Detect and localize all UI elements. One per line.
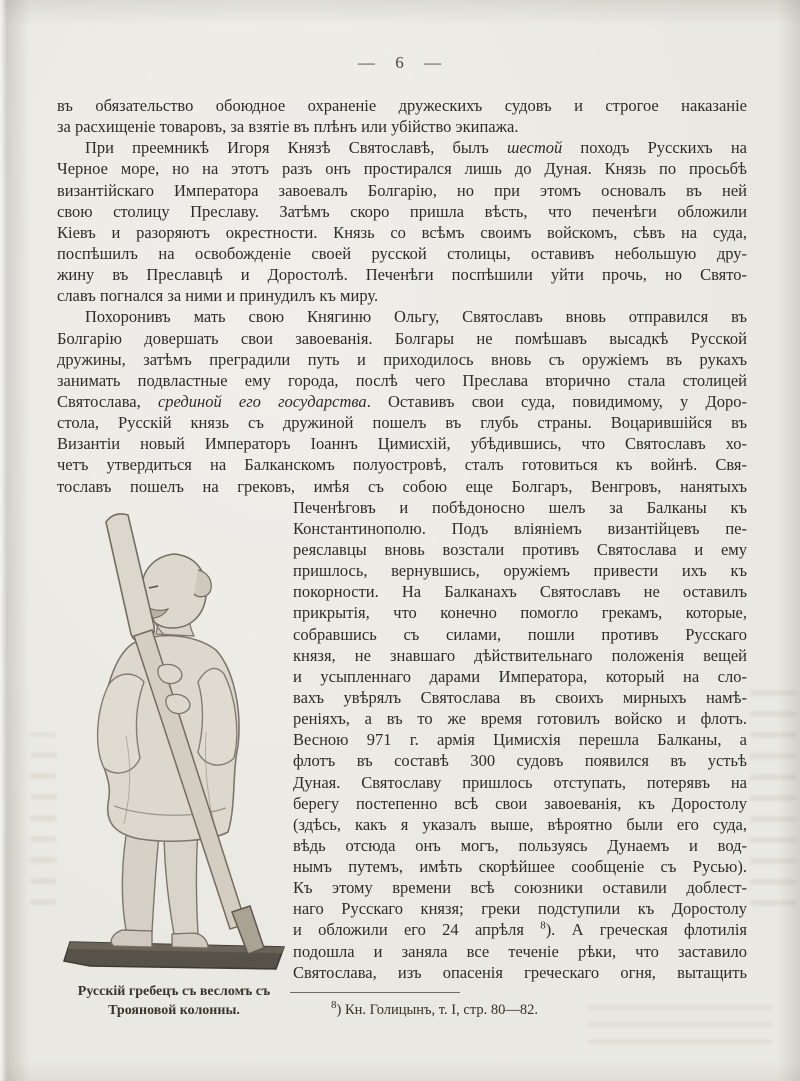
text-line: Похоронивъ мать свою Княгиню Ольгу, Святославъ вновь отправился въ <box>85 307 747 327</box>
footnote <box>293 1000 747 1020</box>
text-line: и обложили его 24 апрѣля $^8$). А греческая флотилія <box>293 919 747 940</box>
text-line: реяславцы вновь возстали противъ Святослава и ему <box>293 539 747 559</box>
text-line: поспѣшилъ на освобожденіе своей русской столицы, оставивъ небольшую дру- <box>57 243 747 263</box>
text-line: славъ погнался за ними и принудилъ къ миру. <box>57 286 379 306</box>
ink-bleedthrough-artifact <box>30 733 56 905</box>
figure-caption-line1: Русскій гребецъ съ весломъ съ <box>77 984 271 999</box>
text-line: тославъ пошелъ на грековъ, имѣя съ собою еще Болгаръ, Венгровъ, нанятыхъ <box>57 476 747 496</box>
text-line: въ обязательство обоюдное охраненіе дружескихъ судовъ и строгое наказаніе <box>57 96 747 115</box>
text-line: берегу постепенно всѣ свои завоеванія, къ Доростолу <box>293 793 747 813</box>
text-line: Черное море, но на этотъ разъ онъ простирался лишь до Дуная. Князь по просьбѣ <box>57 159 747 179</box>
text-line: прикрытія, что конечно помогло грекамъ, которые, <box>293 603 747 623</box>
text-line: византійскаго Императора завоевалъ Болгарію, но при этомъ основалъ въ ней <box>57 180 747 200</box>
text-line: покорности. На Балканахъ Святославъ не оставилъ <box>293 582 747 602</box>
text-line: пришлось, вернувшись, оружіемъ привести ихъ къ <box>293 561 747 581</box>
footnote-marker: 8 <box>331 999 337 1012</box>
footnote-divider <box>290 992 460 993</box>
text-line: нымъ путемъ, имѣть скорѣйшее сообщеніе съ Русью). <box>293 857 747 877</box>
figure-caption-line2: Трояновой колонны. <box>108 1003 240 1018</box>
text-line: флотъ въ составѣ 300 судовъ появился въ устьѣ <box>293 751 747 771</box>
text-line: Болгарію довершать свои завоеванія. Болгары не помѣшавъ высадкѣ Русской <box>57 328 747 348</box>
page-number: — 6 — <box>358 53 442 72</box>
text-line: князя, не знавшаго дѣйствительнаго положенія вещей <box>293 645 747 665</box>
text-line: собравшись съ силами, пошли противъ Русскаго <box>293 624 747 644</box>
rower-illustration <box>56 506 294 976</box>
footnote-text: ) Кн. Голицынъ, т. I, стр. 80—82. <box>336 1002 538 1018</box>
text-line: жину въ Преславцѣ и Доростолѣ. Печенѣги поспѣшили уйти прочь, но Свято- <box>57 265 747 285</box>
text-line: свою столицу Преславу. Затѣмъ скоро пришла вѣсть, что печенѣги обложили <box>57 201 747 221</box>
text-line: за расхищеніе товаровъ, за взятіе въ плѣнъ или убійство экипажа. <box>57 117 519 137</box>
text-line: Весною 971 г. армія Цимисхія перешла Балканы, а <box>293 730 747 750</box>
text-column-beside-figure <box>293 497 747 983</box>
text-line: Константинополю. Подъ вліяніемъ византійцевъ пе- <box>293 518 747 538</box>
hand <box>158 664 182 683</box>
text-line: вѣдь отсюда онъ могъ, пользуясь Дунаемъ и вод- <box>293 835 747 855</box>
full-width-paragraphs <box>57 95 747 497</box>
ink-bleedthrough-artifact <box>750 688 796 906</box>
text-line: и усыпленнаго дарами Императора, который на сло- <box>293 666 747 686</box>
text-line: Византіи новый Императоръ Іоаннъ Цимисхій, убѣдившись, что Святославъ хо- <box>57 434 747 454</box>
text-line: Къ этому времени всѣ союзники оставили доблест- <box>293 878 747 898</box>
text-line: занимать подвластные ему города, послѣ чего Преслава вторично стала столицей <box>57 370 747 390</box>
text-line: стола, Русскій князь съ дружиной пошелъ въ глубь страны. Воцарившійся въ <box>57 413 747 433</box>
text-line: Святослава, срединой его государства. Оставивъ свои суда, повидимому, у Доро- <box>57 391 747 411</box>
hand <box>166 694 190 713</box>
text-line: дружины, затѣмъ преградили путь и приходилось вновь съ оружіемъ въ рукахъ <box>57 349 747 369</box>
text-line: наго Русскаго князя; греки подступили къ Доростолу <box>293 899 747 919</box>
text-line: вахъ увѣрялъ Святослава въ своихъ мирныхъ намѣ- <box>293 687 747 707</box>
text-line: подошла и заняла все теченіе рѣки, что заставило <box>293 941 747 961</box>
text-line: четъ утвердиться на Балканскомъ полуостровѣ, сталъ готовиться къ войнѣ. Свя- <box>57 455 747 475</box>
text-line: Печенѣговъ и побѣдоносно шелъ за Балканы къ <box>293 497 747 517</box>
text-line: реніяхъ, а въ то же время готовилъ войско и флотъ. <box>293 709 747 729</box>
text-line: Святослава, изъ опасенія греческаго огня, вытащить <box>293 962 747 982</box>
text-line: (здѣсь, какъ я указалъ выше, вѣроятно были его суда, <box>293 814 747 834</box>
text-line: Дуная. Святославу пришлось отступать, потерявъ на <box>293 772 747 792</box>
text-line: Кіевъ и разоряютъ окрестности. Князь со всѣмъ своимъ войскомъ, сѣвъ на суда, <box>57 222 747 242</box>
figure-caption <box>54 982 294 1020</box>
text-line: При преемникѣ Игоря Князѣ Святославѣ, былъ шестой походъ Русскихъ на <box>85 138 747 158</box>
